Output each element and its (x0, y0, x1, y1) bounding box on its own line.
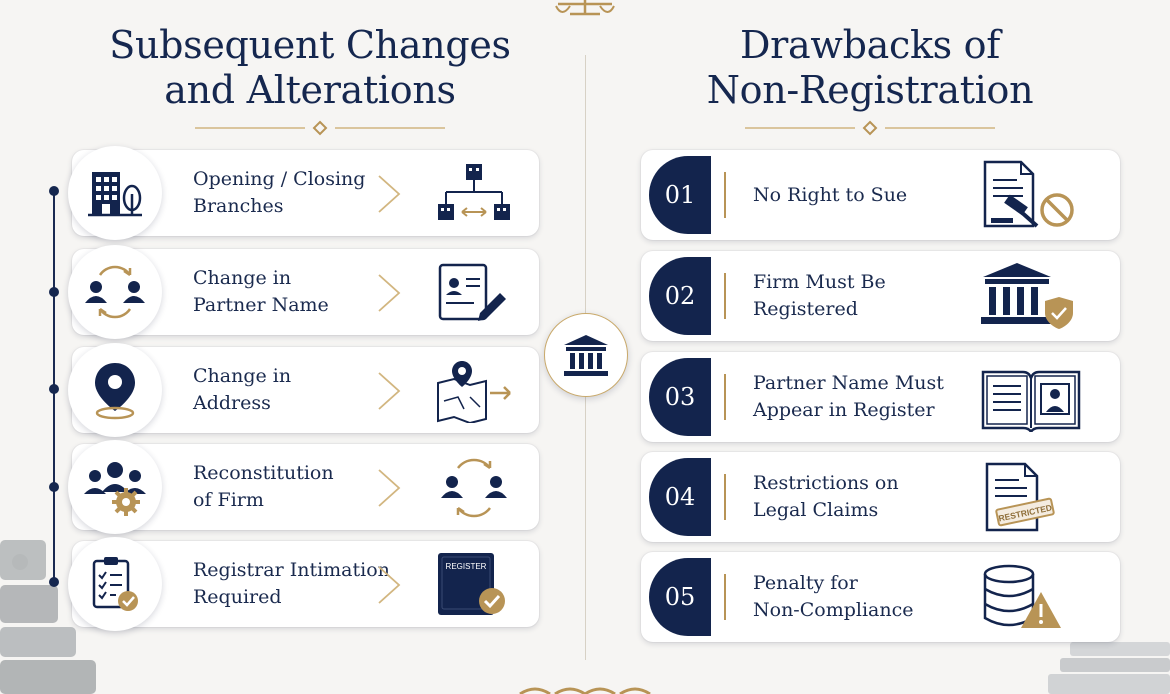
timeline-dot (49, 482, 59, 492)
center-badge (544, 313, 628, 397)
scales-of-justice-decoration (550, 0, 620, 20)
change-item-label: Registrar Intimation Required (193, 559, 390, 608)
laurel-decoration (515, 684, 655, 694)
chevron-right-icon (375, 371, 403, 411)
team-gear-icon (68, 440, 162, 534)
register-book-icon (434, 551, 514, 617)
courthouse-shield-icon (979, 261, 1083, 331)
change-item-opening-closing-branches[interactable] (72, 150, 539, 236)
change-item-address[interactable] (72, 347, 539, 433)
drawback-item-partner-name-register[interactable] (641, 352, 1120, 442)
change-item-label: Change in Address (193, 365, 292, 414)
right-title: Drawbacks of Non-Registration (706, 23, 1034, 112)
timeline-dot (49, 287, 59, 297)
partners-exchange-icon (434, 454, 514, 520)
drawback-item-no-right-to-sue[interactable] (641, 150, 1120, 240)
chevron-right-icon (375, 273, 403, 313)
map-arrow-icon (434, 357, 514, 423)
register-book-label: REGISTER (445, 562, 487, 571)
partners-exchange-icon (68, 245, 162, 339)
branch-network-icon (434, 160, 514, 226)
open-register-icon (979, 362, 1083, 432)
change-item-label: Change in Partner Name (193, 267, 329, 316)
drawback-item-penalty[interactable] (641, 552, 1120, 642)
timeline-dot (49, 384, 59, 394)
building-icon (68, 146, 162, 240)
checklist-icon (68, 537, 162, 631)
courthouse-icon (562, 333, 610, 377)
drawback-label: Restrictions on Legal Claims (753, 472, 899, 521)
timeline-dot (49, 186, 59, 196)
gold-separator (724, 474, 726, 520)
edit-id-card-icon (434, 259, 514, 325)
timeline-dot (49, 577, 59, 587)
drawback-number: 01 (649, 156, 711, 234)
drawback-number: 02 (649, 257, 711, 335)
left-title-ornament (195, 120, 445, 136)
books-decoration (1040, 636, 1170, 694)
gold-separator (724, 172, 726, 218)
restricted-stamp: RESTRICTED (997, 502, 1053, 524)
left-title: Subsequent Changes and Alterations (109, 23, 511, 112)
change-item-registrar-intimation[interactable] (72, 541, 539, 627)
change-item-label: Reconstitution of Firm (193, 462, 334, 511)
drawback-number: 03 (649, 358, 711, 436)
location-pin-icon (68, 343, 162, 437)
database-warning-icon (979, 562, 1083, 632)
document-gavel-prohibited-icon (979, 160, 1083, 230)
right-title-ornament (745, 120, 995, 136)
gold-separator (724, 574, 726, 620)
change-item-label: Opening / Closing Branches (193, 168, 366, 217)
drawback-item-restrictions-legal-claims[interactable] (641, 452, 1120, 542)
drawback-label: Firm Must Be Registered (753, 271, 886, 320)
gold-separator (724, 374, 726, 420)
drawback-number: 04 (649, 458, 711, 536)
restricted-document-icon (979, 462, 1083, 532)
change-item-reconstitution[interactable] (72, 444, 539, 530)
drawback-number: 05 (649, 558, 711, 636)
gold-separator (724, 273, 726, 319)
chevron-right-icon (375, 174, 403, 214)
change-item-partner-name[interactable] (72, 249, 539, 335)
drawback-label: No Right to Sue (753, 183, 908, 206)
drawback-label: Partner Name Must Appear in Register (753, 372, 944, 421)
drawback-label: Penalty for Non-Compliance (753, 572, 914, 621)
drawback-item-firm-must-be-registered[interactable] (641, 251, 1120, 341)
chevron-right-icon (375, 565, 403, 605)
chevron-right-icon (375, 468, 403, 508)
